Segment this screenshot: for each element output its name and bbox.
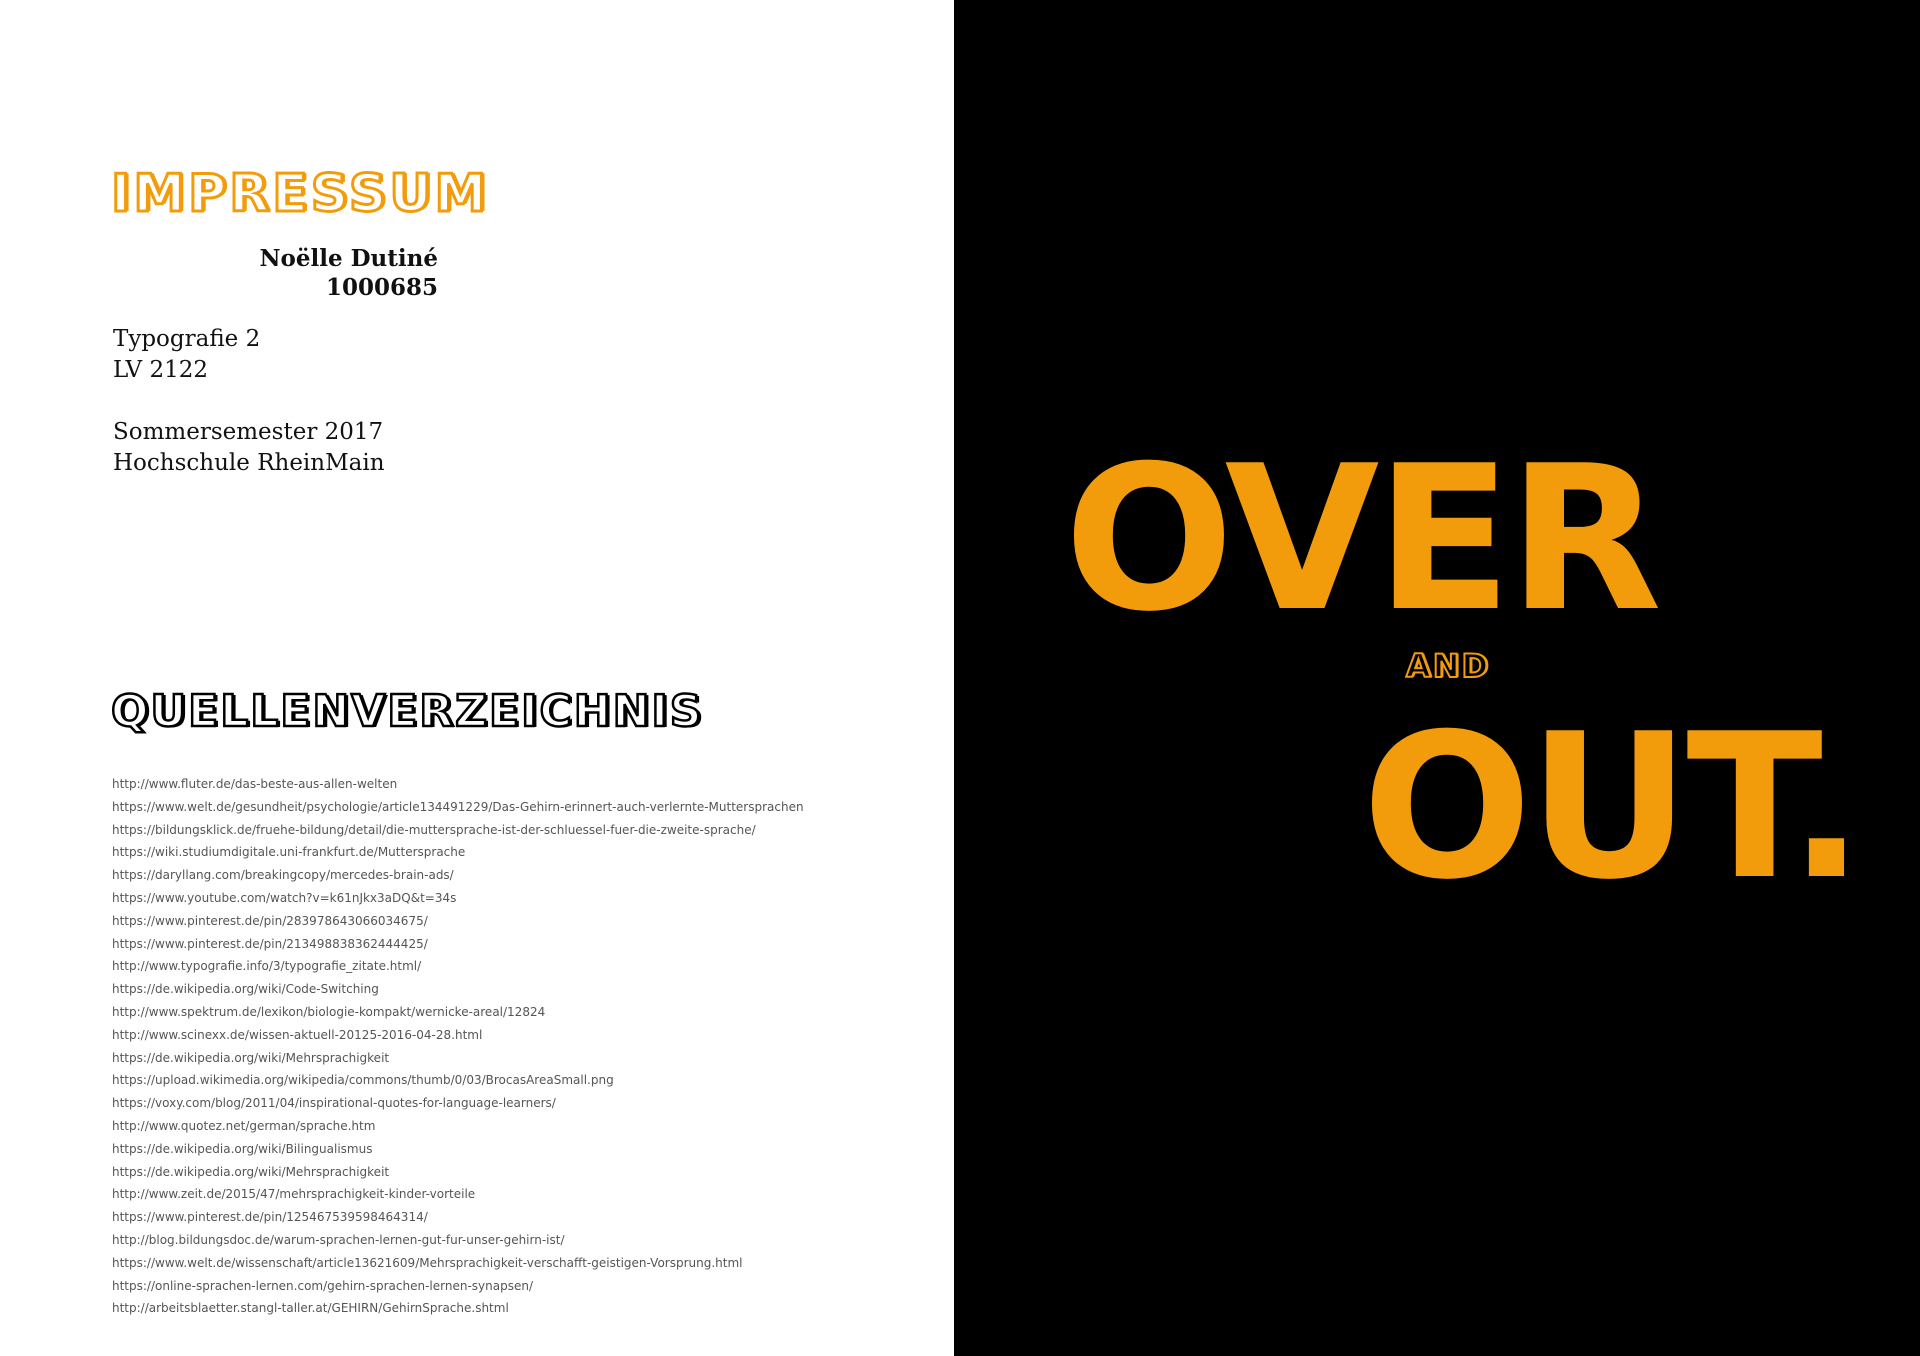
source-item: https://de.wikipedia.org/wiki/Mehrsprachigkeit — [112, 1164, 390, 1179]
source-item: http://www.spektrum.de/lexikon/biologie-kompakt/wernicke-areal/12824 — [112, 1004, 546, 1019]
course-code: LV 2122 — [113, 357, 208, 383]
source-item: https://www.welt.de/gesundheit/psychologie/article134491229/Das-Gehirn-erinnert-auch-verlernte-Muttersprachen — [112, 799, 804, 814]
cover-word-and: AND — [1406, 647, 1491, 685]
source-item: https://daryllang.com/breakingcopy/mercedes-brain-ads/ — [112, 868, 454, 883]
cover-word-out: OUT. — [1362, 691, 1861, 924]
author-name: Noëlle Dutiné — [259, 245, 438, 272]
source-item: https://upload.wikimedia.org/wikipedia/commons/thumb/0/03/BrocasAreaSmall.png — [112, 1073, 614, 1088]
course-block — [113, 324, 260, 386]
semester-block — [113, 417, 385, 479]
source-item: https://online-sprachen-lernen.com/gehirn-sprachen-lernen-synapsen/ — [112, 1278, 533, 1293]
source-item: http://arbeitsblaetter.stangl-taller.at/GEHIRN/GehirnSprache.shtml — [112, 1301, 509, 1316]
sources-list — [112, 773, 804, 1320]
source-item: https://www.welt.de/wissenschaft/article13621609/Mehrsprachigkeit-verschafft-geistigen-Vorsprung.html — [112, 1255, 743, 1270]
source-item: https://www.youtube.com/watch?v=k61nJkx3aDQ&t=34s — [112, 890, 457, 905]
author-block — [180, 244, 438, 302]
source-item: https://www.pinterest.de/pin/125467539598464314/ — [112, 1210, 428, 1225]
source-item: https://www.pinterest.de/pin/283978643066034675/ — [112, 913, 428, 928]
source-item: https://wiki.studiumdigitale.uni-frankfurt.de/Muttersprache — [112, 845, 466, 860]
source-item: https://de.wikipedia.org/wiki/Code-Switching — [112, 982, 379, 997]
source-item: http://www.scinexx.de/wissen-aktuell-20125-2016-04-28.html — [112, 1027, 483, 1042]
source-item: https://www.pinterest.de/pin/213498838362444425/ — [112, 936, 428, 951]
source-item: https://bildungsklick.de/fruehe-bildung/detail/die-muttersprache-ist-der-schluessel-fuer-die-zweite-sprache/ — [112, 822, 756, 837]
source-item: http://www.quotez.net/german/sprache.htm — [112, 1118, 376, 1133]
source-item: http://www.typografie.info/3/typografie_zitate.html/ — [112, 959, 422, 974]
cover-word-over: OVER — [1064, 423, 1659, 656]
right-page — [954, 0, 1920, 1356]
source-item: https://voxy.com/blog/2011/04/inspirational-quotes-for-language-learners/ — [112, 1096, 556, 1111]
semester: Sommersemester 2017 — [113, 419, 384, 445]
author-id: 1000685 — [325, 274, 438, 301]
source-item: http://www.zeit.de/2015/47/mehrsprachigkeit-kinder-vorteile — [112, 1187, 476, 1202]
impressum-heading: IMPRESSUM — [111, 164, 490, 224]
left-page — [0, 0, 954, 1356]
course-name: Typografie 2 — [113, 326, 261, 352]
source-item: https://de.wikipedia.org/wiki/Mehrsprachigkeit — [112, 1050, 390, 1065]
source-item: http://blog.bildungsdoc.de/warum-sprachen-lernen-gut-fur-unser-gehirn-ist/ — [112, 1232, 565, 1247]
sources-heading: QUELLENVERZEICHNIS — [111, 686, 704, 737]
school: Hochschule RheinMain — [113, 450, 385, 476]
source-item: http://www.fluter.de/das-beste-aus-allen-welten — [112, 777, 398, 791]
source-item: https://de.wikipedia.org/wiki/Bilingualismus — [112, 1141, 373, 1156]
